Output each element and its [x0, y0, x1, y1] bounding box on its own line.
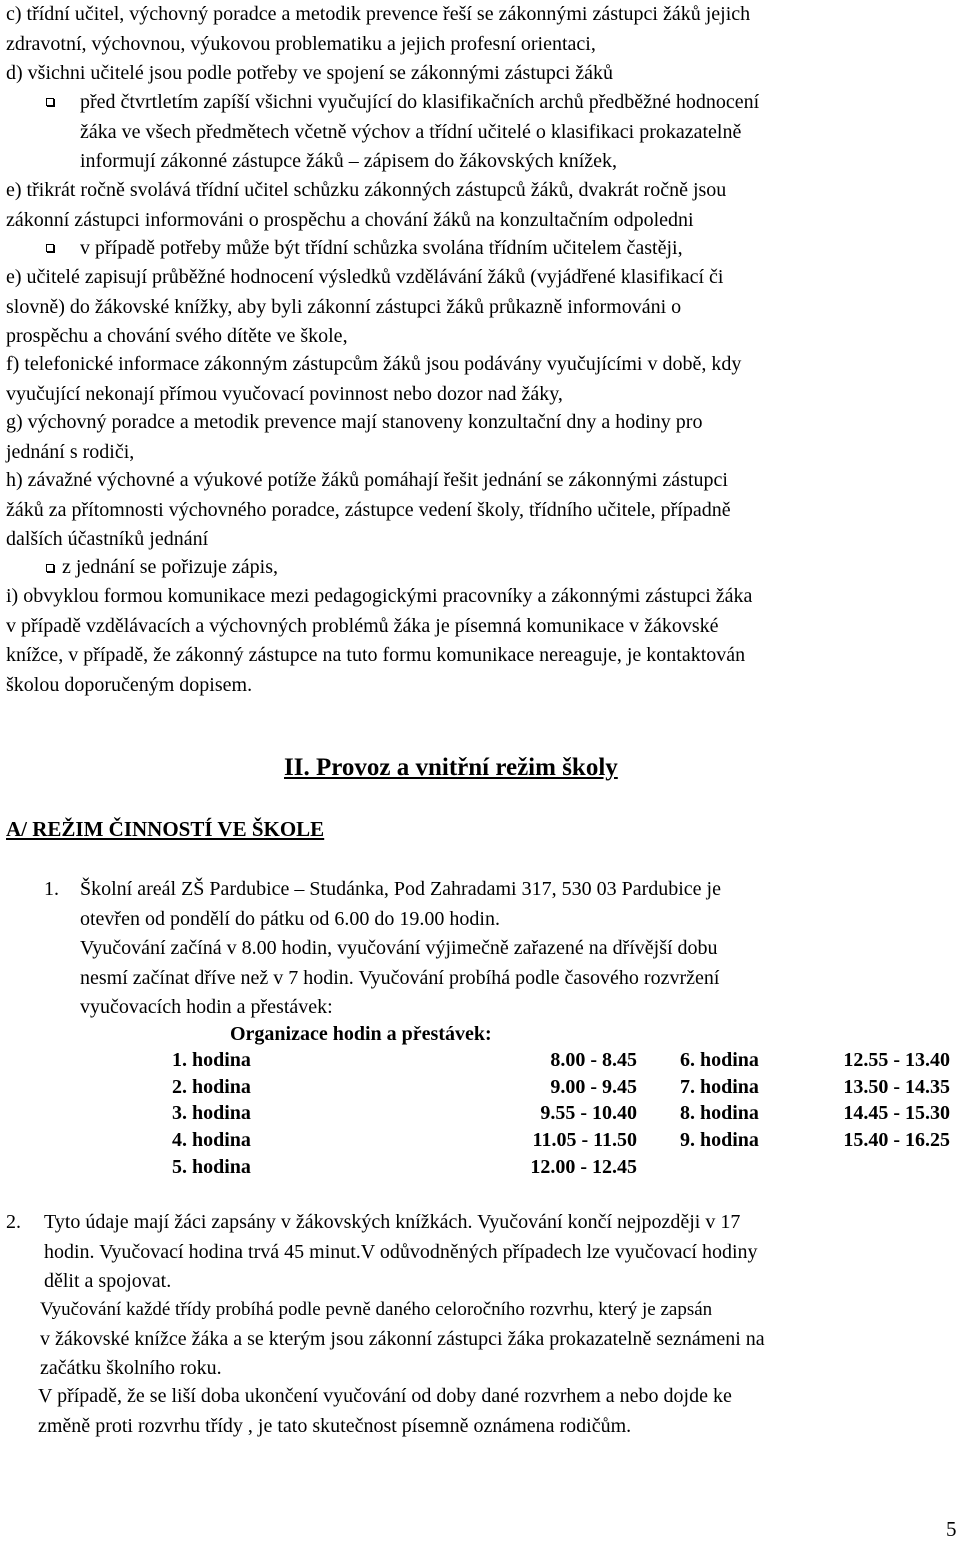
- schedule-period-name: 9. hodina: [680, 1129, 759, 1151]
- text-line: vyučující nekonají přímou vyučovací povinnost nebo dozor nad žáky,: [6, 382, 563, 405]
- text-line: Vyučování začíná v 8.00 hodin, vyučování výjimečně zařazené na dřívější dobu: [80, 937, 718, 959]
- text-line: zdravotní, výchovnou, výukovou problematiku a jejich profesní orientaci,: [6, 32, 596, 55]
- text-line: v případě potřeby může být třídní schůzka svolána třídním učitelem častěji,: [80, 237, 683, 259]
- item-2-paragraph: [40, 1295, 765, 1384]
- subsection-title: A/ REŽIM ČINNOSTÍ VE ŠKOLE: [6, 817, 325, 841]
- paragraph-i: [6, 582, 752, 700]
- list-number: 1.: [44, 878, 59, 900]
- list-number: 2.: [6, 1211, 21, 1233]
- schedule-period-name: 5. hodina: [172, 1156, 251, 1178]
- text-line: f) telefonické informace zákonným zástupcům žáků jsou podávány vyučujícími v době, kdy: [6, 353, 742, 375]
- text-line: Vyučování každé třídy probíhá podle pevně daného celoročního rozvrhu, který je zapsán: [40, 1299, 713, 1320]
- text-line: informují zákonné zástupce žáků – zápisem do žákovských knížek,: [80, 150, 618, 172]
- text-line: školou doporučeným dopisem.: [6, 673, 253, 696]
- schedule-period-name: 8. hodina: [680, 1102, 759, 1124]
- text-line: v případě vzdělávacích a výchovných problémů žáka je písemná komunikace v žákovské: [6, 614, 719, 637]
- bullet-d-text: [80, 88, 759, 177]
- text-line: z jednání se pořizuje zápis,: [62, 556, 279, 578]
- text-line: Tyto údaje mají žáci zapsány v žákovských knížkách. Vyučování končí nejpozději v 17: [44, 1211, 741, 1233]
- text-line: h) závažné výchovné a výukové potíže žáků pomáhají řešit jednání se zákonnými zástupci: [6, 469, 728, 491]
- text-line: změně proti rozvrhu třídy , je tato skutečnost písemně oznámena rodičům.: [38, 1414, 632, 1437]
- item-2-paragraph: [38, 1382, 732, 1441]
- schedule-period-name: 7. hodina: [680, 1076, 759, 1098]
- text-line: e) učitelé zapisují průběžné hodnocení výsledků vzdělávání žáků (vyjádřené klasifikací či: [6, 266, 724, 288]
- bullet-e1-text: [80, 234, 683, 264]
- checkbox-bullet-icon: [46, 244, 54, 252]
- bullet-h-text: [62, 553, 278, 583]
- text-line: vyučovacích hodin a přestávek:: [80, 996, 333, 1018]
- paragraph-e2: [6, 263, 723, 352]
- text-line: hodin. Vyučovací hodina trvá 45 minut.V odůvodněných případech lze vyučovací hodiny: [44, 1240, 758, 1263]
- schedule-period-time: 12.00 - 12.45: [530, 1156, 637, 1178]
- text-line: e) třikrát ročně svolává třídní učitel schůzku zákonných zástupců žáků, dvakrát ročně jsou: [6, 179, 727, 201]
- text-line: g) výchovný poradce a metodik prevence mají stanoveny konzultační dny a hodiny pro: [6, 411, 703, 433]
- item-1-text: [80, 875, 721, 1023]
- text-line: prospěchu a chování svého dítěte ve škole,: [6, 325, 348, 347]
- text-line: dalších účastníků jednání: [6, 528, 209, 550]
- text-line: žáků za přítomnosti výchovného poradce, zástupce vedení školy, třídního učitele, případně: [6, 498, 731, 521]
- paragraph-f: [6, 350, 741, 409]
- checkbox-bullet-icon: [46, 98, 54, 106]
- text-line: v žákovské knížce žáka a se kterým jsou zákonní zástupci žáka prokazatelně seznámeni na: [40, 1327, 765, 1350]
- schedule-period-time: 9.55 - 10.40: [540, 1102, 637, 1124]
- text-line: d) všichni učitelé jsou podle potřeby ve spojení se zákonnými zástupci žáků: [6, 62, 614, 84]
- section-title: II. Provoz a vnitřní režim školy: [284, 754, 618, 781]
- text-line: zákonní zástupci informováni o prospěchu a chování žáků na konzultačním odpoledni: [6, 208, 694, 231]
- text-line: knížce, v případě, že zákonný zástupce na tuto formu komunikace nereaguje, je kontaktován: [6, 644, 746, 666]
- text-line: dělit a spojovat.: [44, 1270, 172, 1292]
- schedule-heading: Organizace hodin a přestávek:: [230, 1023, 492, 1045]
- checkbox-bullet-icon: [46, 564, 54, 572]
- schedule-period-time: 14.45 - 15.30: [843, 1102, 950, 1124]
- paragraph-d: [6, 59, 613, 89]
- schedule-period-time: 11.05 - 11.50: [532, 1129, 637, 1151]
- page-number: 5: [946, 1517, 957, 1541]
- text-line: i) obvyklou formou komunikace mezi pedagogickými pracovníky a zákonnými zástupci žáka: [6, 585, 753, 607]
- text-line: c) třídní učitel, výchovný poradce a metodik prevence řeší se zákonnými zástupci žáků jejich: [6, 3, 751, 25]
- schedule-period-name: 3. hodina: [172, 1102, 251, 1124]
- text-line: V případě, že se liší doba ukončení vyučování od doby dané rozvrhem a nebo dojde ke: [38, 1385, 732, 1407]
- item-2-text: [44, 1208, 758, 1297]
- paragraph-g: [6, 408, 702, 467]
- schedule-period-name: 4. hodina: [172, 1129, 251, 1151]
- schedule-period-name: 2. hodina: [172, 1076, 251, 1098]
- text-line: Školní areál ZŠ Pardubice – Studánka, Pod Zahradami 317, 530 03 Pardubice je: [80, 878, 721, 900]
- paragraph-e1: [6, 176, 726, 235]
- schedule-period-time: 8.00 - 8.45: [550, 1049, 637, 1071]
- schedule-period-time: 13.50 - 14.35: [843, 1076, 950, 1098]
- text-line: jednání s rodiči,: [6, 440, 135, 463]
- paragraph-c: [6, 0, 750, 59]
- text-line: otevřen od pondělí do pátku od 6.00 do 19.00 hodin.: [80, 907, 500, 930]
- schedule-period-time: 15.40 - 16.25: [843, 1129, 950, 1151]
- text-line: žáka ve všech předmětech včetně výchov a třídní učitelé o klasifikaci prokazatelně: [80, 120, 742, 143]
- text-line: před čtvrtletím zapíší všichni vyučující do klasifikačních archů předběžné hodnocení: [80, 91, 760, 113]
- schedule-period-name: 1. hodina: [172, 1049, 251, 1071]
- text-line: nesmí začínat dříve než v 7 hodin. Vyučování probíhá podle časového rozvržení: [80, 966, 720, 989]
- text-line: slovně) do žákovské knížky, aby byli zákonní zástupci žáků průkazně informováni o: [6, 295, 682, 318]
- schedule-period-name: 6. hodina: [680, 1049, 759, 1071]
- schedule-period-time: 12.55 - 13.40: [843, 1049, 950, 1071]
- schedule-period-time: 9.00 - 9.45: [550, 1076, 637, 1098]
- paragraph-h: [6, 466, 731, 555]
- text-line: začátku školního roku.: [40, 1357, 222, 1379]
